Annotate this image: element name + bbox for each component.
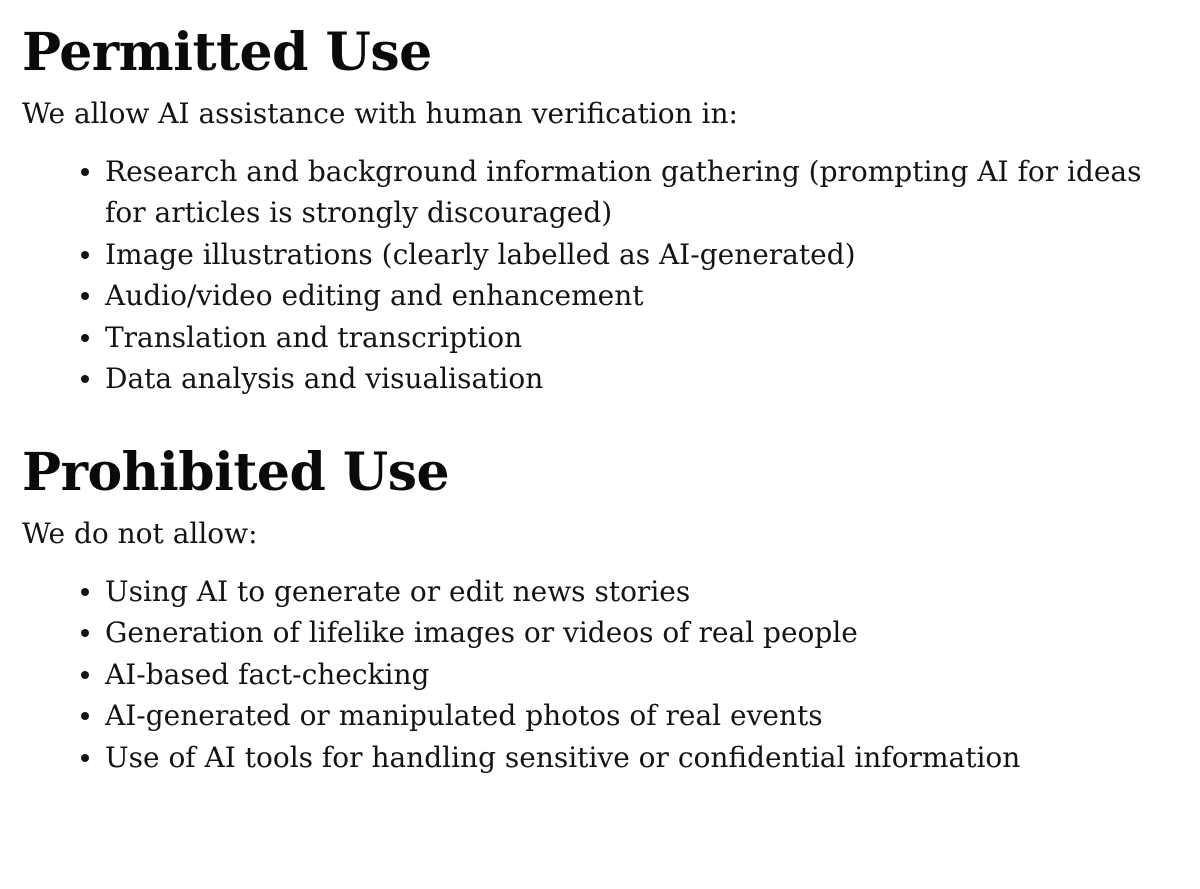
prohibited-use-section — [22, 442, 1200, 778]
list-item: Audio/video editing and enhancement — [105, 275, 1180, 317]
list-item: Image illustrations (clearly labelled as AI-generated) — [105, 234, 1180, 276]
list-item: Translation and transcription — [105, 317, 1180, 359]
list-item: Data analysis and visualisation — [105, 358, 1180, 400]
permitted-use-section — [22, 22, 1200, 400]
list-item: Generation of lifelike images or videos of real people — [105, 612, 1180, 654]
list-item: Using AI to generate or edit news stories — [105, 571, 1180, 613]
list-item: AI-generated or manipulated photos of real events — [105, 695, 1180, 737]
permitted-use-list — [22, 151, 1200, 400]
prohibited-use-list — [22, 571, 1200, 779]
prohibited-use-heading: Prohibited Use — [22, 441, 450, 503]
list-item: Use of AI tools for handling sensitive or confidential information — [105, 737, 1180, 779]
list-item: Research and background information gathering (prompting AI for ideas for articles is strongly discouraged) — [105, 151, 1180, 234]
permitted-use-intro: We allow AI assistance with human verification in: — [22, 97, 738, 131]
list-item: AI-based fact-checking — [105, 654, 1180, 696]
permitted-use-heading: Permitted Use — [22, 22, 432, 83]
prohibited-use-intro: We do not allow: — [22, 517, 258, 551]
